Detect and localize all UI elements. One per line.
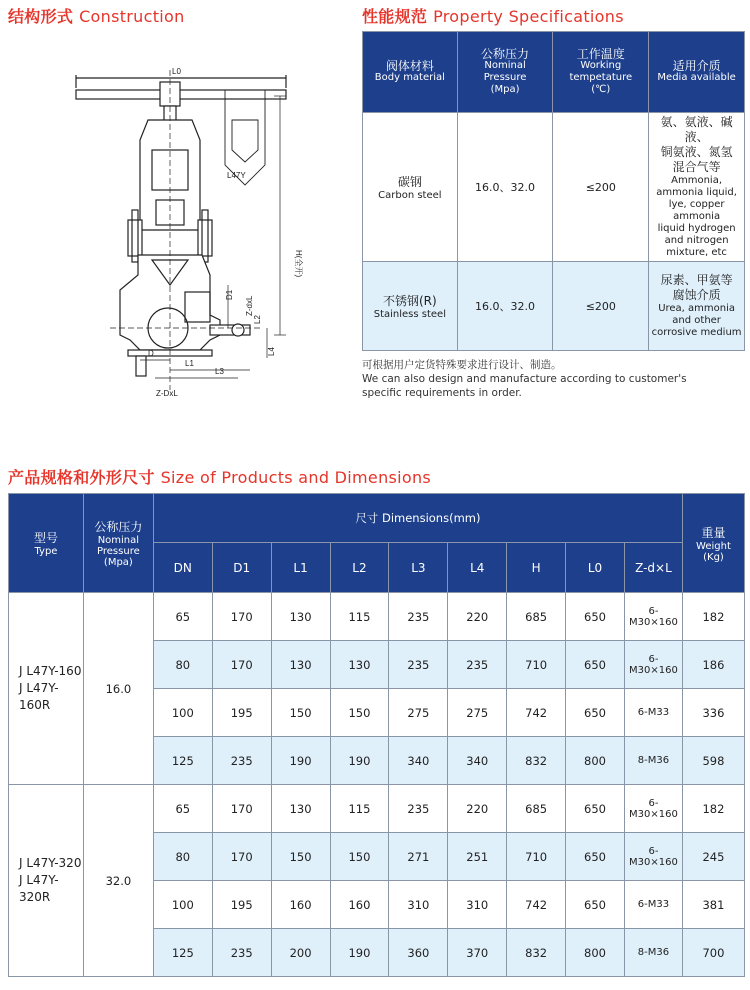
table-cell: 650	[566, 689, 625, 737]
table-cell: 170	[212, 593, 271, 641]
table-cell: 832	[507, 929, 566, 977]
label-d1: D1	[225, 289, 234, 300]
table-cell: 65	[153, 593, 212, 641]
table-cell: 700	[682, 929, 744, 977]
prop-temperature: ≤200	[553, 113, 649, 262]
valve-construction-drawing	[60, 60, 325, 405]
label-l47y: L47Y	[227, 171, 246, 180]
table-cell: 130	[271, 641, 330, 689]
table-cell: 100	[153, 881, 212, 929]
table-cell: 125	[153, 737, 212, 785]
table-cell: 186	[682, 641, 744, 689]
label-d: D	[148, 349, 154, 358]
table-cell: 710	[507, 833, 566, 881]
type-cell	[9, 593, 84, 785]
pressure-cell: 16.0	[83, 593, 153, 785]
table-cell: 832	[507, 737, 566, 785]
table-cell: 6-M30×160	[624, 785, 682, 833]
prop-material: 不锈钢(R) Stainless steel	[363, 262, 458, 351]
table-cell: 6-M30×160	[624, 641, 682, 689]
label-l0: L0	[172, 67, 181, 76]
table-cell: 650	[566, 881, 625, 929]
table-cell: 115	[330, 593, 389, 641]
table-cell: 235	[389, 641, 448, 689]
table-cell: 115	[330, 785, 389, 833]
prop-pressure: 16.0、32.0	[457, 113, 553, 262]
table-cell: 271	[389, 833, 448, 881]
table-cell: 170	[212, 641, 271, 689]
table-cell: 220	[448, 785, 507, 833]
label-h: H(全开)	[294, 250, 303, 278]
type-model: J L47Y-320	[19, 856, 82, 870]
table-cell: 6-M30×160	[624, 593, 682, 641]
label-l3: L3	[215, 367, 224, 376]
table-cell: 685	[507, 593, 566, 641]
prop-material: 碳钢 Carbon steel	[363, 113, 458, 262]
property-title-en: Property Specifications	[433, 7, 624, 26]
table-cell: 336	[682, 689, 744, 737]
table-cell: 235	[389, 785, 448, 833]
prop-header-pressure: 公称压力 Nominal Pressure (Mpa)	[457, 32, 553, 113]
prop-header-media: 适用介质 Media available	[649, 32, 745, 113]
table-cell: 170	[212, 833, 271, 881]
table-cell: 200	[271, 929, 330, 977]
property-title	[362, 4, 624, 27]
table-cell: 340	[389, 737, 448, 785]
dim-header-pressure: 公称压力 Nominal Pressure (Mpa)	[83, 494, 153, 593]
prop-row-stainless-steel	[363, 262, 745, 351]
construction-title-zh: 结构形式	[8, 7, 74, 26]
col-l0: L0	[566, 543, 625, 593]
label-l1: L1	[185, 359, 194, 368]
table-cell: 245	[682, 833, 744, 881]
table-cell: 8-M36	[624, 929, 682, 977]
table-cell: 182	[682, 785, 744, 833]
table-cell: 6-M33	[624, 881, 682, 929]
col-l4: L4	[448, 543, 507, 593]
prop-pressure: 16.0、32.0	[457, 262, 553, 351]
table-row	[9, 593, 745, 641]
table-cell: 800	[566, 737, 625, 785]
table-cell: 235	[389, 593, 448, 641]
table-cell: 650	[566, 641, 625, 689]
col-l3: L3	[389, 543, 448, 593]
table-cell: 742	[507, 689, 566, 737]
table-cell: 742	[507, 881, 566, 929]
label-l4: L4	[267, 347, 276, 356]
table-cell: 160	[330, 881, 389, 929]
table-cell: 190	[271, 737, 330, 785]
dim-header-weight: 重量 Weight (Kg)	[682, 494, 744, 593]
table-cell: 650	[566, 785, 625, 833]
table-cell: 598	[682, 737, 744, 785]
type-model: J L47Y-160R	[19, 681, 59, 712]
note-en-line2: specific requirements in order.	[362, 387, 522, 399]
construction-title-en: Construction	[79, 7, 185, 26]
table-cell: 381	[682, 881, 744, 929]
note-en-line1: We can also design and manufacture according to customer's	[362, 373, 687, 385]
table-cell: 310	[389, 881, 448, 929]
table-cell: 65	[153, 785, 212, 833]
col-d1: D1	[212, 543, 271, 593]
label-l2: L2	[253, 315, 262, 324]
dim-header-dimensions: 尺寸 Dimensions(mm)	[153, 494, 682, 543]
col-z-dxl: Z-d×L	[624, 543, 682, 593]
construction-title	[8, 4, 185, 27]
table-cell: 685	[507, 785, 566, 833]
table-cell: 130	[330, 641, 389, 689]
property-title-zh: 性能规范	[362, 7, 428, 26]
table-cell: 150	[330, 833, 389, 881]
col-l2: L2	[330, 543, 389, 593]
table-cell: 195	[212, 881, 271, 929]
table-cell: 182	[682, 593, 744, 641]
products-title	[8, 465, 431, 488]
prop-media: 氨、氨液、碱液、 铜氨液、氮氢 混合气等 Ammonia, ammonia liquid, lye, copper ammonia liquid hydrogen and nitrogen mixture, etc	[649, 113, 745, 262]
col-dn: DN	[153, 543, 212, 593]
table-cell: 235	[448, 641, 507, 689]
table-cell: 150	[271, 689, 330, 737]
products-title-en: Size of Products and Dimensions	[160, 468, 432, 487]
table-cell: 8-M36	[624, 737, 682, 785]
type-cell	[9, 785, 84, 977]
label-z-dxl-bottom: Z-DxL	[156, 389, 178, 398]
table-cell: 235	[212, 929, 271, 977]
table-cell: 251	[448, 833, 507, 881]
table-cell: 275	[448, 689, 507, 737]
table-cell: 195	[212, 689, 271, 737]
prop-header-temperature: 工作温度 Working tempetature (℃)	[553, 32, 649, 113]
table-cell: 275	[389, 689, 448, 737]
table-cell: 170	[212, 785, 271, 833]
table-cell: 80	[153, 833, 212, 881]
table-cell: 160	[271, 881, 330, 929]
table-cell: 150	[271, 833, 330, 881]
prop-header-material: 阀体材料 Body material	[363, 32, 458, 113]
table-cell: 220	[448, 593, 507, 641]
col-l1: L1	[271, 543, 330, 593]
table-cell: 6-M33	[624, 689, 682, 737]
table-cell: 190	[330, 929, 389, 977]
products-title-zh: 产品规格和外形尺寸	[8, 468, 155, 487]
table-cell: 650	[566, 833, 625, 881]
table-cell: 130	[271, 785, 330, 833]
label-z-dxl: Z-dxL	[245, 295, 254, 316]
prop-media: 尿素、甲氨等 腐蚀介质 Urea, ammonia and other corrosive medium	[649, 262, 745, 351]
table-cell: 310	[448, 881, 507, 929]
type-model: J L47Y-320R	[19, 873, 59, 904]
type-model: J L47Y-160	[19, 664, 82, 678]
property-table	[362, 31, 745, 351]
table-cell: 130	[271, 593, 330, 641]
prop-row-carbon-steel	[363, 113, 745, 262]
table-cell: 235	[212, 737, 271, 785]
table-cell: 710	[507, 641, 566, 689]
table-cell: 80	[153, 641, 212, 689]
table-cell: 150	[330, 689, 389, 737]
prop-temperature: ≤200	[553, 262, 649, 351]
table-cell: 800	[566, 929, 625, 977]
table-cell: 650	[566, 593, 625, 641]
table-cell: 125	[153, 929, 212, 977]
table-cell: 340	[448, 737, 507, 785]
col-h: H	[507, 543, 566, 593]
pressure-cell: 32.0	[83, 785, 153, 977]
dimension-table	[8, 493, 745, 977]
dim-header-type: 型号 Type	[9, 494, 84, 593]
table-cell: 190	[330, 737, 389, 785]
table-cell: 370	[448, 929, 507, 977]
table-cell: 100	[153, 689, 212, 737]
table-row	[9, 785, 745, 833]
note-zh: 可根据用户定货特殊要求进行设计、制造。	[362, 359, 562, 371]
table-cell: 360	[389, 929, 448, 977]
table-cell: 6-M30×160	[624, 833, 682, 881]
